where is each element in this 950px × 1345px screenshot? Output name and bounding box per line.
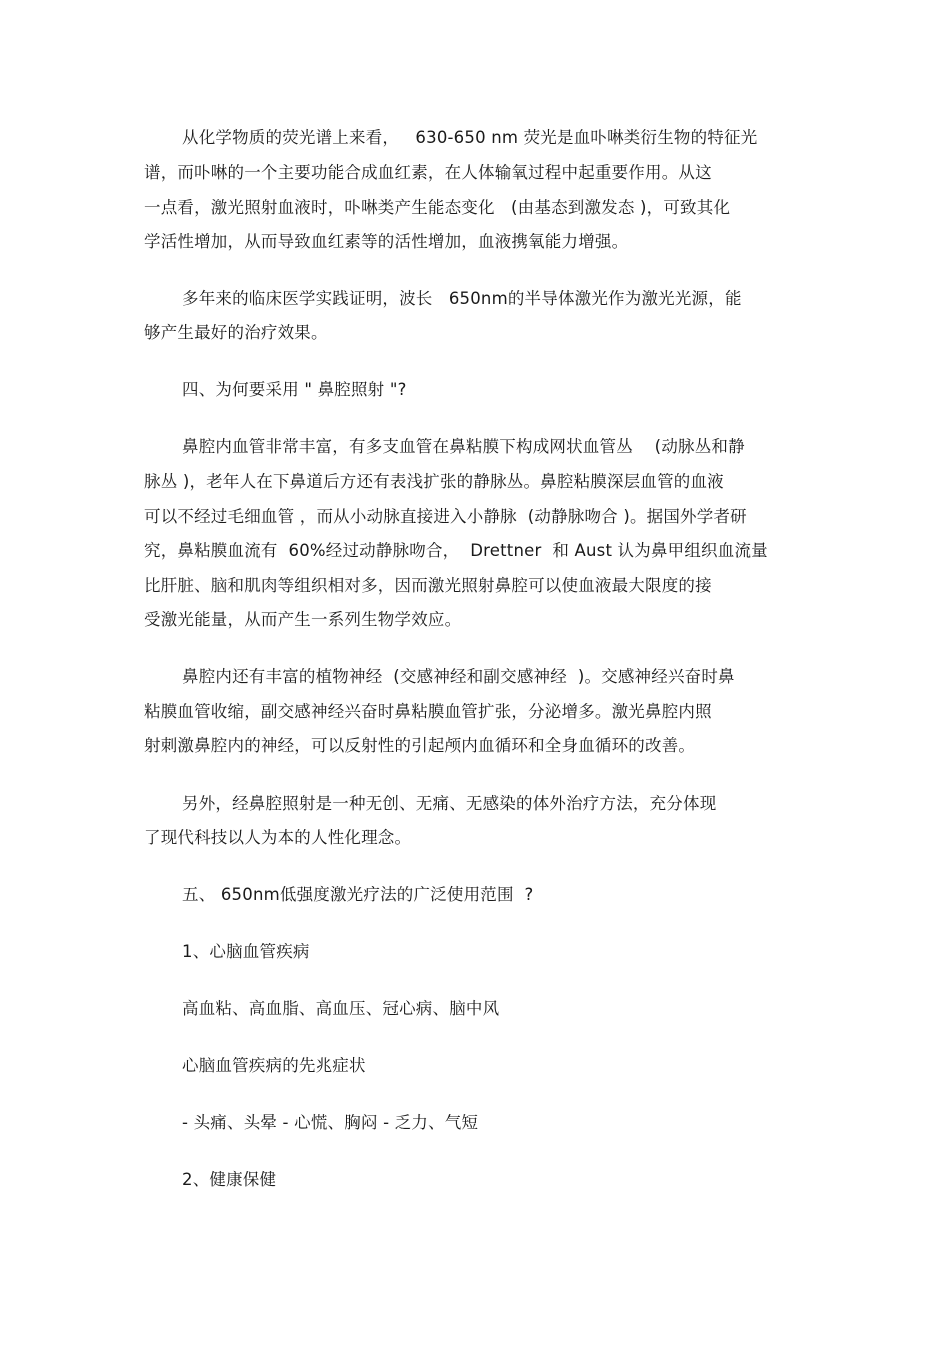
list-item-1-line3: - 头痛、头晕 - 心慌、胸闷 - 乏力、气短	[182, 1113, 479, 1132]
section-heading-4: 四、为何要采用 " 鼻腔照射 "?	[182, 380, 407, 399]
para3-line1: 鼻腔内血管非常丰富，有多支血管在鼻粘膜下构成网状血管丛 (动脉丛和静	[182, 437, 745, 456]
para3-line6: 受激光能量，从而产生一系列生物学效应。	[144, 610, 462, 629]
list-item-1-title: 1、心脑血管疾病	[182, 942, 310, 961]
list-item-1-line1: 高血粘、高血脂、高血压、冠心病、脑中风	[182, 999, 500, 1018]
para4-line3: 射刺激鼻腔内的神经，可以反射性的引起颅内血循环和全身血循环的改善。	[144, 736, 696, 755]
para5-line1: 另外，经鼻腔照射是一种无创、无痛、无感染的体外治疗方法，充分体现	[182, 794, 717, 813]
para2-line2: 够产生最好的治疗效果。	[144, 323, 328, 342]
para1-line3: 一点看，激光照射血液时，卟啉类产生能态变化 (由基态到激发态 )，可致其化	[144, 198, 731, 217]
para1-line2: 谱，而卟啉的一个主要功能合成血红素，在人体输氧过程中起重要作用。从这	[144, 163, 712, 182]
para3-line2: 脉丛 )，老年人在下鼻道后方还有表浅扩张的静脉丛。鼻腔粘膜深层血管的血液	[144, 472, 724, 491]
para3-line3: 可以不经过毛细血管 ，而从小动脉直接进入小静脉 (动静脉吻合 )。据国外学者研	[144, 507, 747, 526]
para1-line1: 从化学物质的荧光谱上来看， 630-650 nm 荧光是血卟啉类衍生物的特征光	[182, 128, 758, 147]
list-item-2-title: 2、健康保健	[182, 1170, 277, 1189]
para3-line4: 究，鼻粘膜血流有 60%经过动静脉吻合， Drettner 和 Aust 认为鼻甲组织血流量	[144, 541, 768, 560]
para5-line2: 了现代科技以人为本的人性化理念。	[144, 828, 412, 847]
para3-line5: 比肝脏、脑和肌肉等组织相对多，因而激光照射鼻腔可以使血液最大限度的接	[144, 576, 712, 595]
para1-line4: 学活性增加，从而导致血红素等的活性增加，血液携氧能力增强。	[144, 232, 629, 251]
section-heading-5: 五、 650nm低强度激光疗法的广泛使用范围 ?	[182, 885, 534, 904]
para2-line1: 多年来的临床医学实践证明，波长 650nm的半导体激光作为激光光源，能	[182, 289, 742, 308]
list-item-1-line2: 心脑血管疾病的先兆症状	[182, 1056, 366, 1075]
para4-line1: 鼻腔内还有丰富的植物神经 (交感神经和副交感神经 )。交感神经兴奋时鼻	[182, 667, 735, 686]
para4-line2: 粘膜血管收缩，副交感神经兴奋时鼻粘膜血管扩张，分泌增多。激光鼻腔内照	[144, 702, 712, 721]
